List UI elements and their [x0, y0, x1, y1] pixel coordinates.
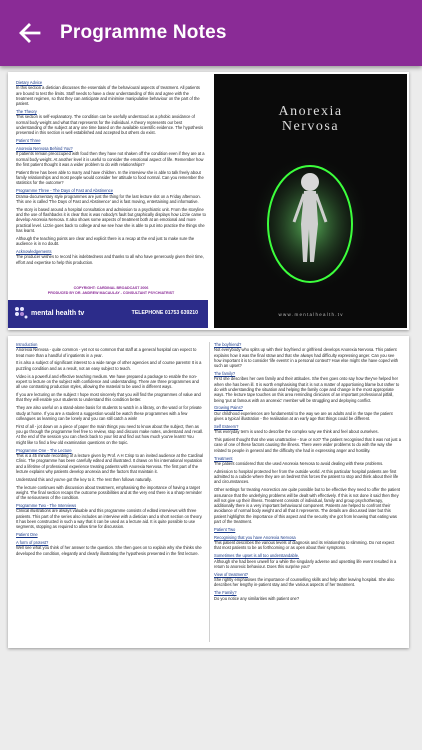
section-text: She rightly emphasises the importance of counselling skills and help after leaving hospital. She also describes her lengthy in-patient stay and the various aspects of her treatment. — [214, 577, 395, 588]
poster-title — [214, 104, 407, 134]
section-heading: Growing Pains? — [214, 405, 243, 411]
section-text: Other settings for treating Anorectics are quite possible but to be effective they need to offer the patient assurance that the underlying problems will be dealt with effectively. If this is not done it said then they will not give up their illness. Treatment consists of individual, family and group psychotherapy, additionally there is a very important behavioural component. Patients are helped to confront their avoidance of normal body weight and all that it represents. The details are discussed later but this patient highlights the importance of this aspect and the security she got from knowing that eating was part of the treatment. — [214, 487, 401, 525]
notes-paragraph — [16, 477, 204, 482]
section-heading: Programme Three - The Days of Fast and Abstinence — [16, 188, 114, 194]
notes-page-1 — [8, 72, 409, 330]
section-heading: A form of protest? — [16, 540, 49, 546]
section-text: Although the teaching points are clear and explicit there is a recap at the end just to make sure the audience is in no doubt. — [16, 235, 195, 247]
copyright-text: COPYRIGHT: CARDINAL BROADCAST 2006 — [73, 286, 149, 290]
notes-paragraph — [16, 249, 206, 265]
section-text: Our childhood experiences are fundamental to the way we are as adults and in the tape the patient gives a typical illustration - the realisation at an early age that things could be different. — [214, 410, 393, 422]
notes-paragraph — [214, 487, 402, 524]
notes-paragraph — [16, 424, 204, 445]
notes-paragraph — [214, 535, 402, 551]
notes-paragraph — [214, 424, 402, 435]
section-text: Not everybody who splits up with their boyfriend or girlfriend develops Anorexia Nervosa. This patient explains how it was the final straw and that she always had difficulty expressing anger. Can you see how important it is to consider 'life events' in a personal context? How else might she have coped with such an upset? — [214, 347, 399, 369]
notes-page-2 — [8, 336, 409, 648]
section-heading: The family? — [214, 371, 236, 377]
section-text: The producer wishes to record his indebtedness and thanks to all who have generously given their time, effort and expertise to help this production. — [16, 254, 204, 265]
section-text: This section is self-explanatory. The condition can be usefully understood as a phobic avoidance of normal body weight and what that represents for the individual. A theory represents our best understanding of the subject at any one time based on the available scientific evidence. The hypothesis presented in this section is well established and accepted but others do exist. — [16, 114, 203, 136]
app-bar — [0, 0, 422, 66]
section-text: It is also a subject of significant interest to a wide range of other agencies and of course parents! It is a puzzling condition and as a result, not an easy subject to teach. — [16, 360, 202, 371]
notes-paragraph — [16, 392, 204, 403]
poster-title-line: Nervosa — [281, 119, 340, 134]
notes-paragraph — [16, 374, 204, 390]
notes-paragraph — [16, 80, 206, 106]
notes-paragraph — [16, 485, 204, 501]
section-heading: Patient One — [16, 532, 38, 538]
section-text: If patients remain preoccupied with food then they have not shaken off the condition even if they are at a normal body weight. At another level it is useful to consider the emotional aspect of life. Remember how the first patient thought it was a wider problem to do with relationships? — [16, 151, 205, 167]
notes-paragraph — [16, 170, 206, 186]
notes-paragraph — [214, 342, 402, 368]
notes-paragraph — [16, 138, 206, 143]
notes-paragraph — [214, 553, 402, 569]
section-text: This is a 45 minute recording of a lecture given by Prof. A H Crisp to an invited audience at the Cardinal Clinic. The programme has been carefully edited and illustrated. It draws on his international reputation and a lifetime of professional experience treating patients with Anorexia Nervosa. The first part of the lecture explains why patients develop anorexia and the factors that maintain it. — [16, 452, 204, 474]
mental-health-tv-logo — [14, 306, 84, 320]
section-heading: Recognising that you have Anorexia Nervosa — [214, 534, 296, 540]
section-text: Drama-documentary style programmes are just the thing for the last lecture slot on a Friday afternoon. This one is called 'The Days of Fast and Abstinence' and is fast moving, entertaining and informative. — [16, 193, 201, 204]
section-heading: Acknowledgements — [16, 249, 52, 255]
section-heading: Patient Three — [16, 138, 41, 144]
section-text: In this section a dietician discusses the essentials of the behavioural aspects of treatment. All patients are bound to test the limits. Staff needs to have a clear understanding of this and agree with the treatment regimen, so that they can anticipate and minimise manipulative behaviour on the part of the patient. — [16, 85, 200, 107]
notes-column — [16, 342, 204, 642]
poster-website: w w w . m e n t a l h e a l t h . t v — [278, 312, 343, 317]
cover-poster — [214, 74, 407, 328]
notes-paragraph — [214, 405, 402, 421]
section-text: This patient describes the various levels of diagnosis and its relationship to slimming. Do not expect that most patients to be as forthcoming or as open about their symptoms. — [214, 540, 395, 551]
notes-paragraph — [16, 532, 204, 537]
section-text: Video is a powerful and effective teaching medium. We have prepared a package to enable the non-expert to lecture on the subject with confidence and understanding. There are three programmes and all use contrasting production styles, allowing the material to be used in different ways. — [16, 373, 199, 390]
footer-band — [8, 300, 208, 328]
logo-dots-icon — [14, 306, 28, 320]
section-text: Understand this and you've got the key to it. The rest then follows naturally. — [16, 476, 152, 482]
back-button[interactable] — [0, 0, 60, 66]
notes-paragraph — [214, 527, 402, 532]
section-heading: The Theory — [16, 109, 37, 115]
section-text: They are also useful on a stand-alone basis for students to watch in a library, on the ward or for private study at home. If you are a student a suggestion would be watch these programmes with a few colleagues as learning can be lonely and you can still catch a wink! — [16, 405, 202, 421]
notes-paragraph — [16, 448, 204, 474]
section-heading: Self Esteem? — [214, 423, 239, 429]
section-heading: Patient Two — [214, 526, 236, 532]
notes-column — [214, 342, 402, 642]
notes-paragraph — [16, 109, 206, 135]
section-heading: Programme Two - The Interviews — [16, 503, 77, 509]
notes-column — [16, 80, 206, 280]
document-viewer[interactable] — [0, 66, 422, 750]
section-text: Patient three has been able to marry and have children. In the interview she is able to talk freely about family relationships and most people would consider her attitude to food normal. Can you remember the statistics for the outcome? — [16, 169, 204, 186]
section-text: This everyday term is used to describe the complex way we think and feel about ourselves. — [214, 429, 379, 435]
section-text: If you are lecturing on the subject I hope most sincerely that you will find the programmes of value and that they will enable your students to understand this condition better. — [16, 392, 201, 403]
section-text: Anorexia Nervosa - quite common - yet not so common that staff at a general hospital can expect to treat more than a handful of inpatients in a year. — [16, 347, 197, 358]
notes-paragraph — [16, 405, 204, 421]
section-text: This patient thought that she was unattractive - true or not? The patient recognised that it was not just a case of one of these factors causing the illness. There were wider problems to do with the way she related to people in general and the difficulty she had in expressing anger and hostility. — [214, 437, 401, 453]
section-text: The story is based around a hospital consultation and admission to a psychiatric unit. From the storyline and the use of flashbacks it is clear that is was nobody's fault but graphically displays how Lizzie came to develop Anorexia Nervosa. It also shows some aspects of treatment both at an emotional and more practical level. Lizzie goes back to college and we see how she is able to put into practice the things she has learnt. — [16, 206, 206, 233]
section-heading: Dietary Advice — [16, 80, 43, 85]
producer-text: PRODUCED BY DR. ANDREW MACAULAY - CONSULTANT PSYCHIATRIST — [47, 291, 175, 295]
page-footer — [8, 282, 208, 330]
poster-title-line: Anorexia — [278, 104, 343, 119]
section-text: Well see what you think of her answer to the question. She then goes on to explain why she thinks she developed the condition, elegantly and clearly illustrating the hypothesis presented in the first lecture. — [16, 545, 202, 556]
notes-paragraph — [214, 572, 402, 588]
section-text: Admission to hospital protected her from the outside world. At this particular hospital patients are first admitted to a cubicle where they are on bedrest this forces the patient to stop and think about their life and circumstances. — [214, 468, 399, 485]
section-heading: Introduction — [16, 342, 38, 347]
notes-paragraph — [214, 371, 402, 403]
notes-paragraph — [16, 207, 206, 233]
poster-figure-illustration — [214, 144, 407, 294]
page-title: Programme Notes — [60, 22, 227, 43]
notes-paragraph — [16, 188, 206, 204]
section-text: Do you notice any similarities with patient one? — [214, 595, 300, 601]
notes-paragraph — [214, 590, 402, 601]
section-text: The patient considered that she used Anorexia Nervosa to avoid dealing with these problems. — [214, 460, 384, 466]
section-heading: Anorexia Nervosa Behind You? — [16, 146, 73, 152]
arrow-left-icon — [18, 21, 42, 45]
section-text: Although she had been unwell for a while the singularly adverse and upsetting life event resulted in a return to anorexic behaviour. Does this surprise you? — [214, 558, 397, 569]
section-text: The lecture continues with discussion about treatment, emphasising the importance of having a target weight. The final section recaps the outcome possibilities and at the very end there is a sharp reminder of the seriousness of the condition. — [16, 484, 202, 501]
section-heading: Sometimes the upset is all too understandable. — [214, 553, 300, 559]
column-divider — [209, 342, 210, 642]
section-text: Clinical illustrations are always valuable and this programme consists of edited interviews with three patients. This part of the series also includes an interview with a dietician and a short section on theory. It has been constructed in such a way that it can be used as a lecture aid. It is quite possible to use segments, stopping as required to allow time for discussion. — [16, 508, 203, 530]
section-heading: Programme One - The Lecture — [16, 447, 72, 453]
logo-text: mental health tv — [31, 309, 85, 317]
notes-paragraph — [214, 456, 402, 467]
section-text: First she describes her own family and their attitudes. She then goes onto say how they've helped her when she has been ill. It is worth emphasising that it is not a matter of apportioning blame but rather to do with understanding the situation and helping the family cope and change in the most appropriate ways. The lecture tape touches on this area reminding clinicians of an important professional pitfall, being 'put at famous with an anorexic' member will be struggling and deploying conflict. — [214, 376, 400, 403]
phone-number: TELEPHONE 01753 639210 — [131, 310, 198, 316]
notes-paragraph — [16, 360, 204, 371]
notes-paragraph — [16, 236, 206, 247]
notes-paragraph — [16, 503, 204, 529]
section-heading: The Family? — [214, 590, 237, 596]
notes-paragraph — [16, 540, 204, 556]
notes-paragraph — [16, 146, 206, 167]
notes-paragraph — [16, 342, 204, 358]
section-heading: Treatment — [214, 455, 233, 461]
section-heading: View of treatment? — [214, 571, 249, 577]
section-heading: The boyfriend? — [214, 342, 242, 347]
notes-paragraph — [214, 437, 402, 453]
notes-paragraph — [214, 469, 402, 485]
copyright-block — [16, 286, 206, 296]
section-text: First of all - jot down on a piece of paper the main things you need to know about the subject, then as you go through the programme feel free to review, stop and discuss make notes, understand and recall. At the end of the session you can check back to your list and find out how much you've learnt! You might like to find a few old examination questions on the topic. — [16, 423, 204, 445]
